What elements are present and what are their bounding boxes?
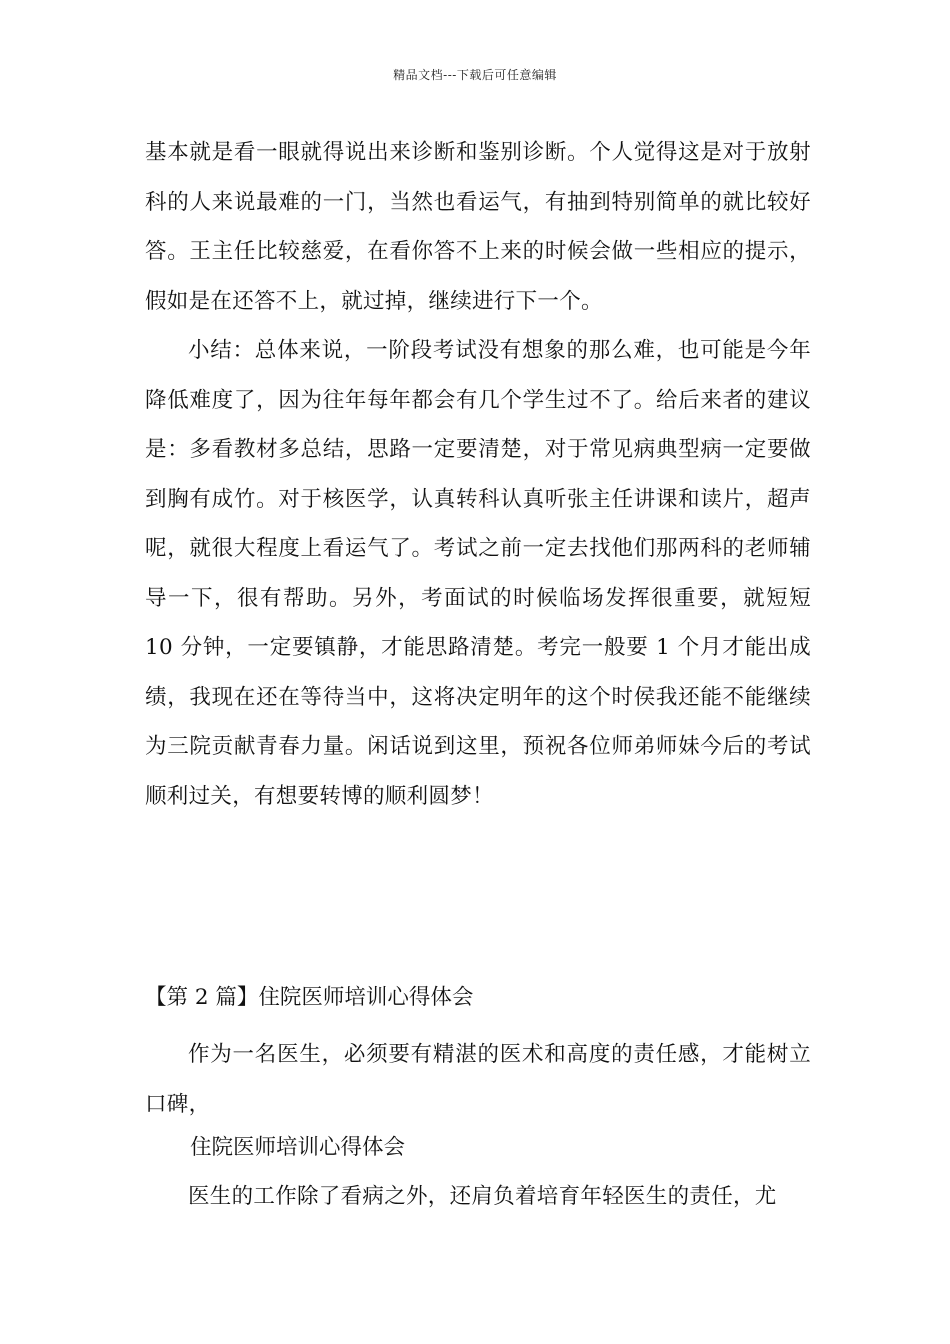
- paragraph-doctor-duty: 医生的工作除了看病之外，还肩负着培育年轻医生的责任，尤: [188, 1184, 777, 1209]
- paragraph-exam-description: 基本就是看一眼就得说出来诊断和鉴别诊断。个人觉得这是对于放射科的人来说最难的一门，当然也看运气，有抽到特别简单的就比较好答。王主任比较慈爱，在看你答不上来的时候会做一些相应的提示，假如是在还答不上，就过掉，继续进行下一个。: [145, 140, 811, 314]
- section-title: 【第 2 篇】住院医师培训心得体会: [145, 985, 474, 1010]
- section-subtitle: 住院医师培训心得体会: [190, 1135, 406, 1160]
- paragraph-intro: 作为一名医生，必须要有精湛的医术和高度的责任感，才能树立口碑，: [145, 1042, 811, 1117]
- page-header: 精品文档---下载后可任意编辑: [393, 68, 557, 82]
- paragraph-summary: 小结：总体来说，一阶段考试没有想象的那么难，也可能是今年降低难度了，因为往年每年都会有几个学生过不了。给后来者的建议是：多看教材多总结，思路一定要清楚，对于常见病典型病一定要做到胸有成竹。对于核医学，认真转科认真听张主任讲课和读片，超声呢，就很大程度上看运气了。考试之前一定去找他们那两科的老师辅导一下，很有帮助。另外，考面试的时候临场发挥很重要，就短短 10 分钟，一定要镇静，才能思路清楚。考完一般要 1 个月才能出成绩，我现在还在等待当中，这将决定明年的这个时侯我还能不能继续为三院贡献青春力量。闲话说到这里，预祝各位师弟师妹今后的考试顺利过关，有想要转博的顺利圆梦！: [145, 338, 811, 809]
